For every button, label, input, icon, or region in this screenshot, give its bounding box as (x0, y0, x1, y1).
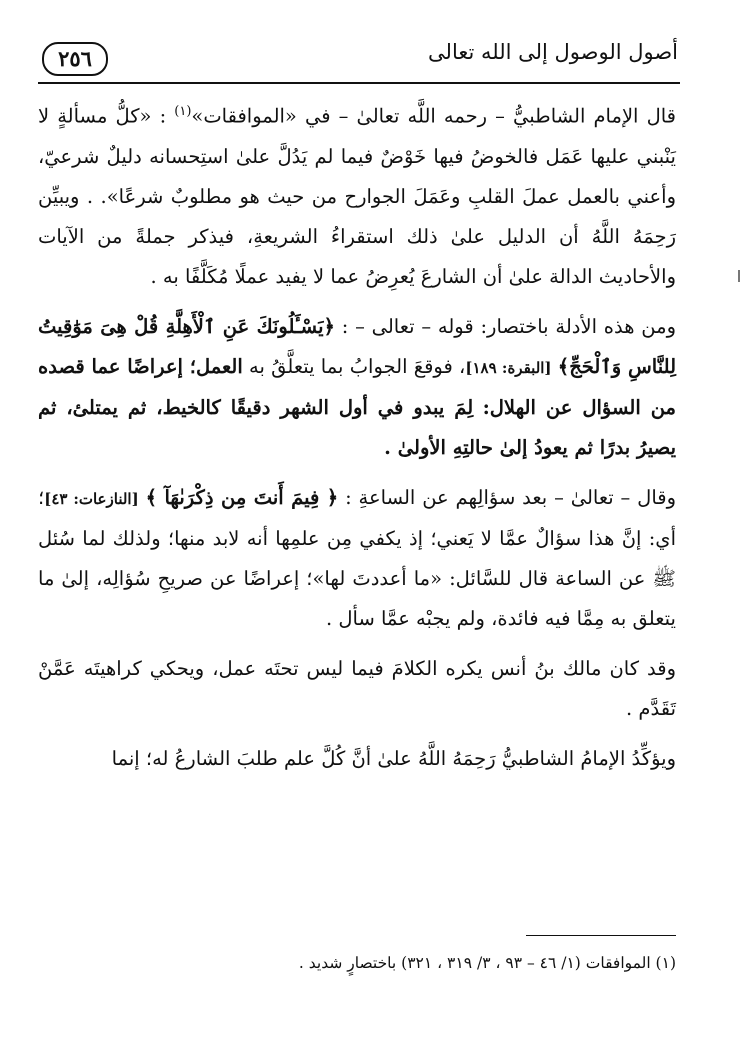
evidence-middle: ، فوقعَ الجوابُ بما يتعلَّقُ به (249, 354, 466, 378)
footnote-divider (526, 935, 676, 936)
quran-verse-hilal: ﴿يَسْـَٔلُونَكَ عَنِ ٱلْأَهِلَّةِ قُلْ هِىَ مَوَٰقِيتُ لِلنَّاسِ وَٱلْحَجِّ﴾ (38, 314, 677, 378)
page-header (38, 30, 680, 84)
footnote-marker: (١) (174, 104, 192, 119)
evidence-rest: لِمَ يبدو في أول الشهر دقيقًا كالخيط، ثم يمتلئ، ثم يصيرُ بدرًا ثم يعودُ إلىٰ حالتِهِ الأولىٰ . (38, 395, 676, 459)
quote-intro: قال الإمام الشاطبيُّ – رحمه اللَّه تعالىٰ – في «الموافقات» (191, 104, 677, 128)
paragraph-hilal-evidence (38, 307, 676, 468)
paragraph-malik: وقد كان مالك بنُ أنس يكره الكلامَ فيما ليس تحتَه عمل، ويحكي كراهيتَه عَمَّنْ تَقَدَّم . (38, 656, 676, 720)
paragraph-sa-a-evidence (38, 478, 676, 639)
quran-verse-naziat: ﴿ فِيمَ أَنتَ مِن ذِكْرَىٰهَآ ﴾ (145, 485, 339, 509)
verse-reference-naziat: [النازعات: ٤٣] (44, 489, 139, 508)
page-number: ٢٥٦ (42, 42, 108, 76)
paragraph-shatibi-emphasis: ويؤكِّدُ الإمامُ الشاطبيُّ رَحِمَهُ اللَّهُ علىٰ أنَّ كُلَّ علم طلبَ الشارعُ له؛ إنما (111, 746, 676, 770)
running-title: أصول الوصول إلى الله تعالى (428, 40, 678, 64)
paragraph-shatibi-quote (38, 92, 676, 297)
verse-reference-baqarah: [البقرة: ١٨٩] (465, 358, 552, 377)
quote-body: : «كلُّ مسألةٍ لا يَنْبني عليها عَمَل فالخوضُ فيها خَوْضٌ فيما لم يَدُلَّ علىٰ استِحسانه دليلٌ شرعيّ، وأعني بالعمل عملَ القلبِ وعَمَلَ الجوارح من حيث هو مطلوبٌ شرعًا». . ويبيِّن رَحِمَهُ اللَّهُ أن الدليل علىٰ ذلك استقراءُ الشريعةِ، فيذكر جملةً من الآيات والأحاديث الدالة علىٰ أن الشارعَ يُعرِضُ عما لا يفيد عملًا مُكَلَّفًا به . (38, 104, 676, 288)
saa-explanation: ؛ أي: إنَّ هذا سؤالٌ عمَّا لا يَعني؛ إذ يكفي مِن علمِها أنه لابد منها؛ ولذلك لما سُئل ﷺ عن الساعة قال للسَّائل: «ما أعددتَ لها»؛ إعراضًا عن صريحِ سُؤالِه، إلىٰ ما يتعلق به مِمَّا فيه فائدة، ولم يجبْه عمَّا سأل . (38, 485, 676, 630)
footnote: (١) الموافقات (١/ ٤٦ – ٩٣ ، ٣/ ٣١٩ ، ٣٢١) باختصارٍ شديد . (298, 954, 676, 972)
evidence-lead: ومن هذه الأدلة باختصار: قوله – تعالى – : (341, 314, 677, 338)
evidence-bold-phrase: العمل؛ إعراضًا عما قصده من السؤال عن الهلال: (38, 354, 676, 419)
scan-edge-mark (738, 270, 740, 282)
saa-lead: وقال – تعالىٰ – بعد سؤالِهم عن الساعةِ : (345, 485, 677, 509)
main-text (38, 92, 676, 779)
